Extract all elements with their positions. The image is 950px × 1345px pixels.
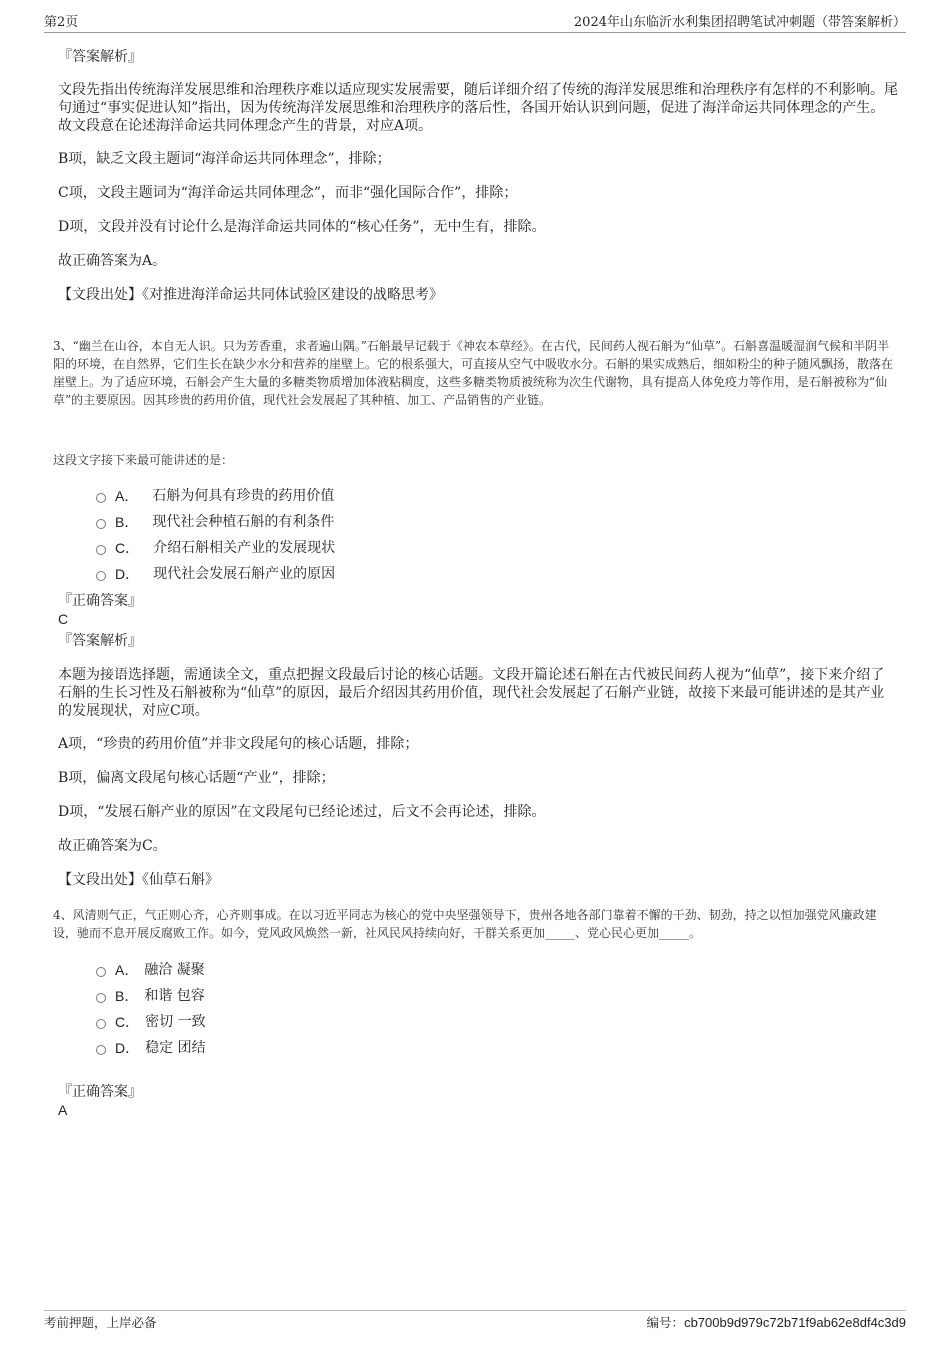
q3-analysis-d: D项，“发展石斛产业的原因”在文段尾句已经论述过，后文不会再论述，排除。 [58, 804, 546, 820]
q4-option-b[interactable]: B． 和谐 包容 [96, 983, 206, 1009]
q4-answer-label: 『正确答案』 [58, 1084, 142, 1100]
footer-code-value: cb700b9d979c72b71f9ab62e8df4c3d9 [684, 1315, 906, 1330]
radio-button-icon[interactable] [96, 545, 106, 555]
q4-options [96, 957, 206, 1061]
q3-analysis-text: 本题为接语选择题，需通读全文，重点把握文段最后讨论的核心话题。文段开篇论述石斛在古代被民间药人视为“仙草”，接下来介绍了石斛的生长习性及石斛被称为“仙草”的原因，最后介绍因其药用价值，现代社会发展起了石斛产业链，故接下来最可能讲述的是其产业的发展现状，对应C项。 [58, 667, 885, 719]
page-footer [44, 1310, 906, 1330]
q2-analysis-text: 文段先指出传统海洋发展思维和治理秩序难以适应现实发展需要，随后详细介绍了传统的海洋发展思维和治理秩序有怎样的不利影响。尾句通过“事实促进认知”指出，因为传统海洋发展思维和治理秩序的落后性，各国开始认识到问题，促进了海洋命运共同体理念的产生。故文段意在论述海洋命运共同体理念产生的背景，对应A项。 [58, 82, 898, 134]
radio-button-icon[interactable] [96, 519, 106, 529]
radio-button-icon[interactable] [96, 993, 106, 1003]
q2-source: 【文段出处】《对推进海洋命运共同体试验区建设的战略思考》 [58, 287, 443, 303]
q2-conclusion: 故正确答案为A。 [58, 253, 167, 269]
radio-button-icon[interactable] [96, 571, 106, 581]
q3-options [96, 483, 335, 587]
radio-button-icon[interactable] [96, 493, 106, 503]
q3-answer-label: 『正确答案』 [58, 593, 142, 609]
footer-code [647, 1315, 906, 1331]
q3-question: 这段文字接下来最可能讲述的是： [53, 453, 234, 467]
q3-option-c[interactable]: C． 介绍石斛相关产业的发展现状 [96, 535, 335, 561]
document-title: 2024年山东临沂水利集团招聘笔试冲刺题（带答案解析） [573, 15, 906, 30]
q3-option-d[interactable]: D． 现代社会发展石斛产业的原因 [96, 561, 335, 587]
radio-button-icon[interactable] [96, 967, 106, 977]
q3-answer: C [58, 611, 69, 627]
q4-option-c[interactable]: C． 密切 一致 [96, 1009, 206, 1035]
q2-analysis-label: 『答案解析』 [58, 49, 142, 65]
q3-source: 【文段出处】《仙草石斛》 [58, 872, 219, 888]
footer-slogan: 考前押题，上岸必备 [44, 1315, 157, 1330]
q2-analysis-d: D项，文段并没有讨论什么是海洋命运共同体的“核心任务”，无中生有，排除。 [58, 219, 546, 235]
q3-analysis-label: 『答案解析』 [58, 633, 142, 649]
q3-option-b[interactable]: B． 现代社会种植石斛的有利条件 [96, 509, 335, 535]
radio-button-icon[interactable] [96, 1019, 106, 1029]
q4-option-a[interactable]: A． 融洽 凝聚 [96, 957, 206, 983]
page-header [44, 14, 906, 33]
q3-analysis-b: B项，偏离文段尾句核心话题“产业”，排除； [58, 770, 335, 786]
q4-stem: 4、风清则气正，气正则心齐，心齐则事成。在以习近平同志为核心的党中央坚强领导下，贵州各地各部门靠着不懈的干劲、韧劲，持之以恒加强党风廉政建设，驰而不息开展反腐败工作。如今，党风政风焕然一新，社风民风持续向好，干群关系更加_____、党心民心更加_____。 [53, 908, 877, 940]
q3-option-a[interactable]: A． 石斛为何具有珍贵的药用价值 [96, 483, 335, 509]
footer-code-label: 编号： [646, 1315, 685, 1330]
radio-button-icon[interactable] [96, 1045, 106, 1055]
q3-conclusion: 故正确答案为C。 [58, 838, 167, 854]
q3-analysis-a: A项，“珍贵的药用价值”并非文段尾句的核心话题，排除； [58, 736, 419, 752]
q2-analysis-c: C项，文段主题词为“海洋命运共同体理念”，而非“强化国际合作”，排除； [58, 185, 518, 201]
page-number: 第2页 [44, 15, 79, 30]
q2-analysis-b: B项，缺乏文段主题词“海洋命运共同体理念”，排除； [58, 151, 391, 167]
q4-answer: A [58, 1102, 68, 1118]
q3-stem: 3、“幽兰在山谷，本自无人识。只为芳香重，求者遍山隅。”石斛最早记载于《神农本草经》。在古代，民间药人视石斛为“仙草”。石斛喜温暖湿润气候和半阴半阳的环境，在自然界，它们生长在缺少水分和营养的崖壁上。它的根系强大，可直接从空气中吸收水分。石斛的果实成熟后，细如粉尘的种子随风飘扬，散落在崖壁上。为了适应环境，石斛会产生大量的多糖类物质增加体液粘稠度，这些多糖类物质被统称为次生代谢物，具有提高人体免疫力等作用，是石斛被称为“仙草”的主要原因。因其珍贵的药用价值，现代社会发展起了其种植、加工、产品销售的产业链。 [53, 339, 894, 407]
q4-option-d[interactable]: D． 稳定 团结 [96, 1035, 206, 1061]
